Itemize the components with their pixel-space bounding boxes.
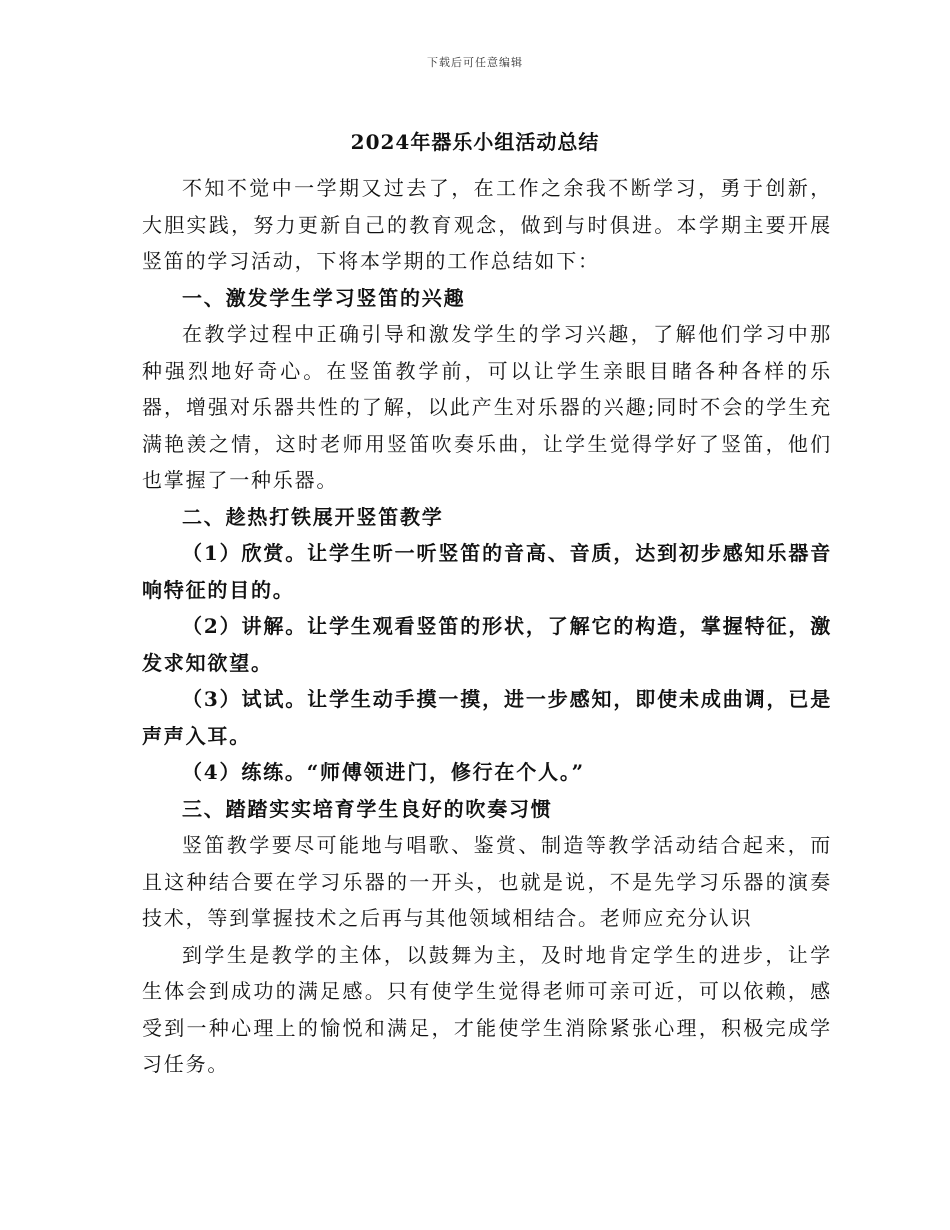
- section-2-item-3: （3）试试。让学生动手摸一摸，进一步感知，即使未成曲调，已是声声入耳。: [142, 687, 832, 748]
- section-1-heading: 一、激发学生学习竖笛的兴趣: [182, 285, 466, 310]
- section-3-heading: 三、踏踏实实培育学生良好的吹奏习惯: [182, 796, 553, 821]
- section-2-item-4: （4）练练。“师傅领进门，修行在个人。”: [182, 760, 585, 784]
- section-2-item-1: （1）欣赏。让学生听一听竖笛的音高、音质，达到初步感知乐器音响特征的目的。: [142, 541, 832, 602]
- intro-paragraph: 不知不觉中一学期又过去了，在工作之余我不断学习，勇于创新，大胆实践，努力更新自己的教育观念，做到与时俱进。本学期主要开展竖笛的学习活动，下将本学期的工作总结如下：: [142, 176, 832, 273]
- section-3-paragraph-2: 到学生是教学的主体，以鼓舞为主，及时地肯定学生的进步，让学生体会到成功的满足感。只有使学生觉得老师可亲可近，可以依赖，感受到一种心理上的愉悦和满足，才能使学生消除紧张心理，积极完成学习任务。: [142, 942, 832, 1076]
- document-body: [142, 170, 832, 1083]
- section-2-heading: 二、趁热打铁展开竖笛教学: [182, 504, 444, 529]
- header-note: 下载后可任意编辑: [427, 56, 523, 69]
- section-1-paragraph: 在教学过程中正确引导和激发学生的学习兴趣，了解他们学习中那种强烈地好奇心。在竖笛教学前，可以让学生亲眼目睹各种各样的乐器，增强对乐器共性的了解，以此产生对乐器的兴趣;同时不会的学生充满艳羡之情，这时老师用竖笛吹奏乐曲，让学生觉得学好了竖笛，他们也掌握了一种乐器。: [142, 322, 832, 492]
- section-2-item-2: （2）讲解。让学生观看竖笛的形状，了解它的构造，掌握特征，激发求知欲望。: [142, 614, 832, 675]
- section-3-paragraph-1: 竖笛教学要尽可能地与唱歌、鉴赏、制造等教学活动结合起来，而且这种结合要在学习乐器的一开头，也就是说，不是先学习乐器的演奏技术，等到掌握技术之后再与其他领域相结合。老师应充分认识: [142, 833, 832, 930]
- page-title: 2024年器乐小组活动总结: [350, 130, 600, 154]
